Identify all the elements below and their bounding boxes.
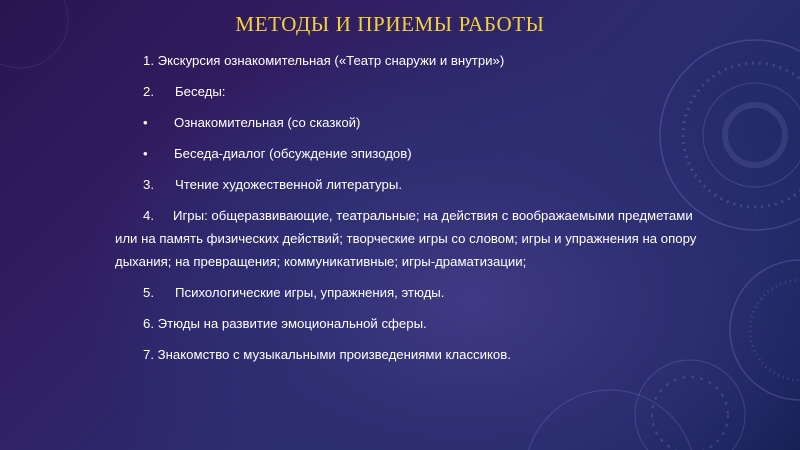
list-item-2-text: Беседы: [175,84,226,99]
bullet-marker: • [143,146,148,161]
list-item-1 [115,49,715,72]
list-item-7 [115,343,715,366]
list-item-7-text: 7. Знакомство с музыкальными произведениями классиков. [143,347,511,362]
bullet-marker: • [143,115,148,130]
slide-title: МЕТОДЫ И ПРИЕМЫ РАБОТЫ [235,12,545,36]
list-item-3-text: Чтение художественной литературы. [175,177,402,192]
list-item-4 [115,204,715,273]
list-item-6-text: 6. Этюды на развитие эмоциональной сферы. [143,316,427,331]
list-item-3 [115,173,715,196]
list-item-3-number: 3. [143,177,154,192]
bullet-item-1 [115,111,715,134]
list-item-5-text: Психологические игры, упражнения, этюды. [175,285,445,300]
list-item-2 [115,80,715,103]
bullet-item-2-text: Беседа-диалог (обсуждение эпизодов) [174,146,412,161]
bullet-item-1-text: Ознакомительная (со сказкой) [174,115,361,130]
list-item-4-text: Игры: общеразвивающие, театральные; на действия с воображаемыми предметами или на память физических действий; творческие игры со словом; игры и упражнения на опору дыхания; на превращения; коммуникативные; игры-драматизации; [115,208,697,269]
list-item-1-text: 1. Экскурсия ознакомительная («Театр снаружи и внутри») [143,53,505,68]
slide-content [115,49,715,374]
list-item-5-number: 5. [143,285,154,300]
list-item-6 [115,312,715,335]
bullet-item-2 [115,142,715,165]
list-item-2-number: 2. [143,84,154,99]
list-item-4-number: 4. [143,208,154,223]
list-item-5 [115,281,715,304]
